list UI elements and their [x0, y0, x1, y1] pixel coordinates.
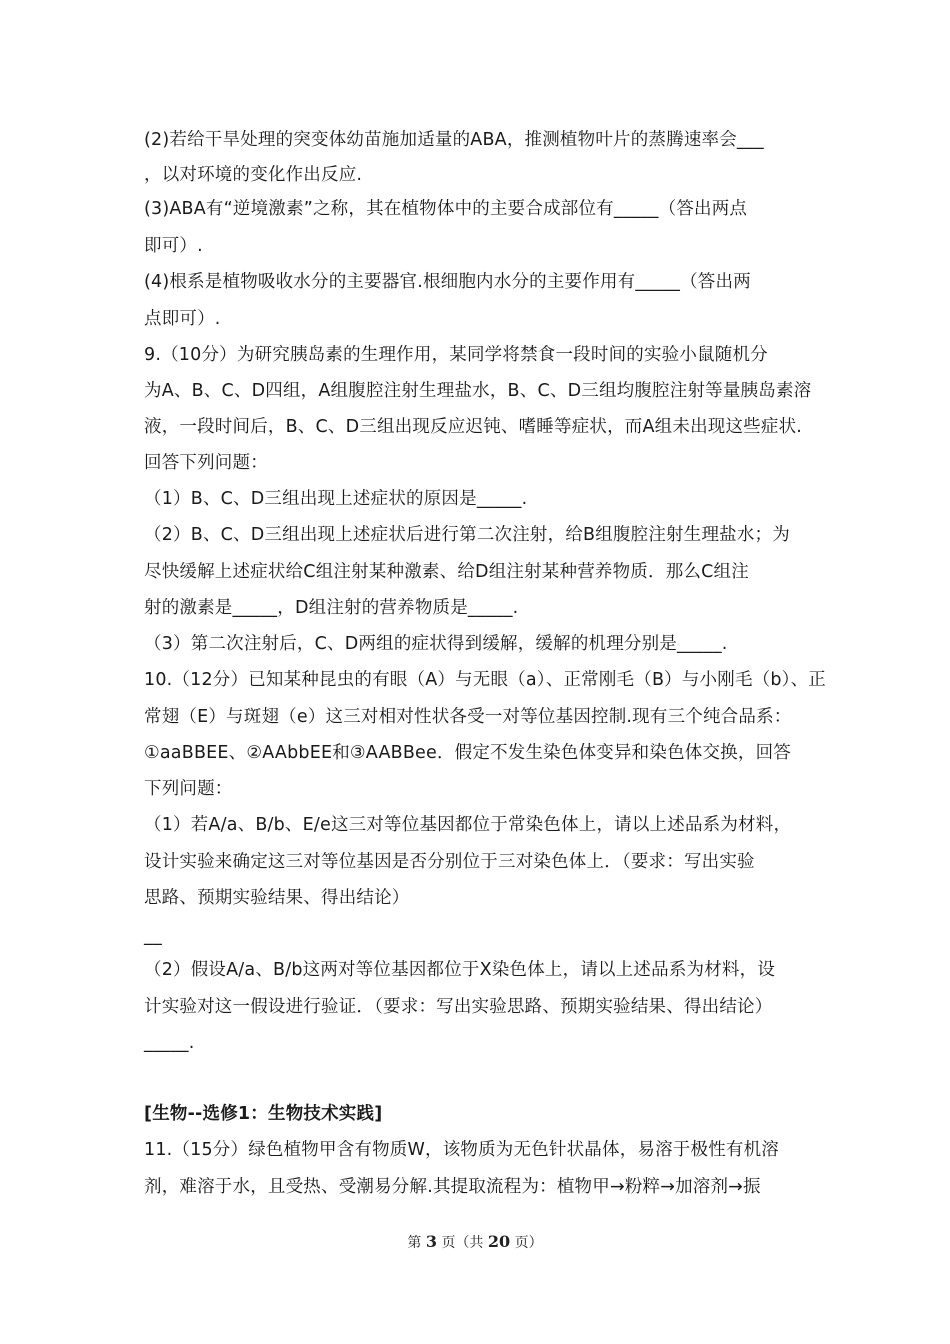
- answer-blank: _____.: [144, 1033, 195, 1053]
- text-line: 回答下列问题：: [144, 453, 268, 473]
- text-line: （3）第二次注射后，C、D两组的症状得到缓解，缓解的机理分别是_____.: [144, 634, 728, 654]
- text-line: （2）B、C、D三组出现上述症状后进行第二次注射，给B组腹腔注射生理盐水；为: [144, 525, 790, 545]
- text-line: 为A、B、C、D四组，A组腹腔注射生理盐水，B、C、D三组均腹腔注射等量胰岛素溶: [144, 381, 812, 401]
- text-line: 液，一段时间后，B、C、D三组出现反应迟钝、嗜睡等症状，而A组未出现这些症状.: [144, 417, 803, 437]
- text-line: (3)ABA有“逆境激素”之称，其在植物体中的主要合成部位有_____（答出两点: [144, 199, 748, 219]
- text-line: 下列问题：: [144, 779, 233, 799]
- footer-total-pages: 20: [487, 1232, 511, 1251]
- text-line: ①aaBBEE、②AAbbEE和③AABBee．假定不发生染色体变异和染色体交换，回答: [144, 743, 791, 763]
- text-line: （1）若A/a、B/b、E/e这三对等位基因都位于常染色体上，请以上述品系为材料，: [144, 815, 792, 835]
- text-line: 设计实验来确定这三对等位基因是否分别位于三对染色体上．（要求：写出实验: [144, 852, 755, 872]
- text-line: （2）假设A/a、B/b这两对等位基因都位于X染色体上，请以上述品系为材料，设: [144, 960, 776, 980]
- text-line: 思路、预期实验结果、得出结论）: [144, 888, 410, 908]
- page-footer: [0, 1232, 950, 1252]
- footer-page-number: 3: [425, 1232, 437, 1251]
- text-line: 计实验对这一假设进行验证．（要求：写出实验思路、预期实验结果、得出结论）: [144, 997, 773, 1017]
- text-line: (4)根系是植物吸收水分的主要器官.根细胞内水分的主要作用有_____（答出两: [144, 272, 751, 292]
- text-line: 尽快缓解上述症状给C组注射某种激素、给D组注射某种营养物质．那么C组注: [144, 562, 749, 582]
- section-title: [生物--选修1：生物技术实践]: [144, 1104, 383, 1124]
- answer-blank: __: [144, 926, 162, 946]
- text-line: ，以对环境的变化作出反应.: [144, 165, 363, 185]
- text-line: 常翅（E）与斑翅（e）这三对相对性状各受一对等位基因控制.现有三个纯合品系：: [144, 707, 792, 727]
- text-line: 即可）.: [144, 236, 203, 256]
- footer-middle: 页（共: [441, 1235, 484, 1251]
- footer-prefix: 第: [407, 1235, 422, 1251]
- text-line: 点即可）.: [144, 309, 221, 329]
- text-line: （1）B、C、D三组出现上述症状的原因是_____.: [144, 489, 528, 509]
- text-line: 射的激素是_____，D组注射的营养物质是_____.: [144, 598, 519, 618]
- question-11-line: 11.（15分）绿色植物甲含有物质W，该物质为无色针状晶体，易溶于极性有机溶: [144, 1140, 779, 1160]
- footer-suffix: 页）: [514, 1235, 543, 1251]
- question-10-line: 10.（12分）已知某种昆虫的有眼（A）与无眼（a）、正常刚毛（B）与小刚毛（b）、正: [144, 670, 827, 690]
- text-line: 剂，难溶于水，且受热、受潮易分解.其提取流程为：植物甲→粉粹→加溶剂→振: [144, 1177, 761, 1197]
- question-9-line: 9.（10分）为研究胰岛素的生理作用，某同学将禁食一段时间的实验小鼠随机分: [144, 345, 768, 365]
- text-line: (2)若给干旱处理的突变体幼苗施加适量的ABA，推测植物叶片的蒸腾速率会___: [144, 130, 764, 150]
